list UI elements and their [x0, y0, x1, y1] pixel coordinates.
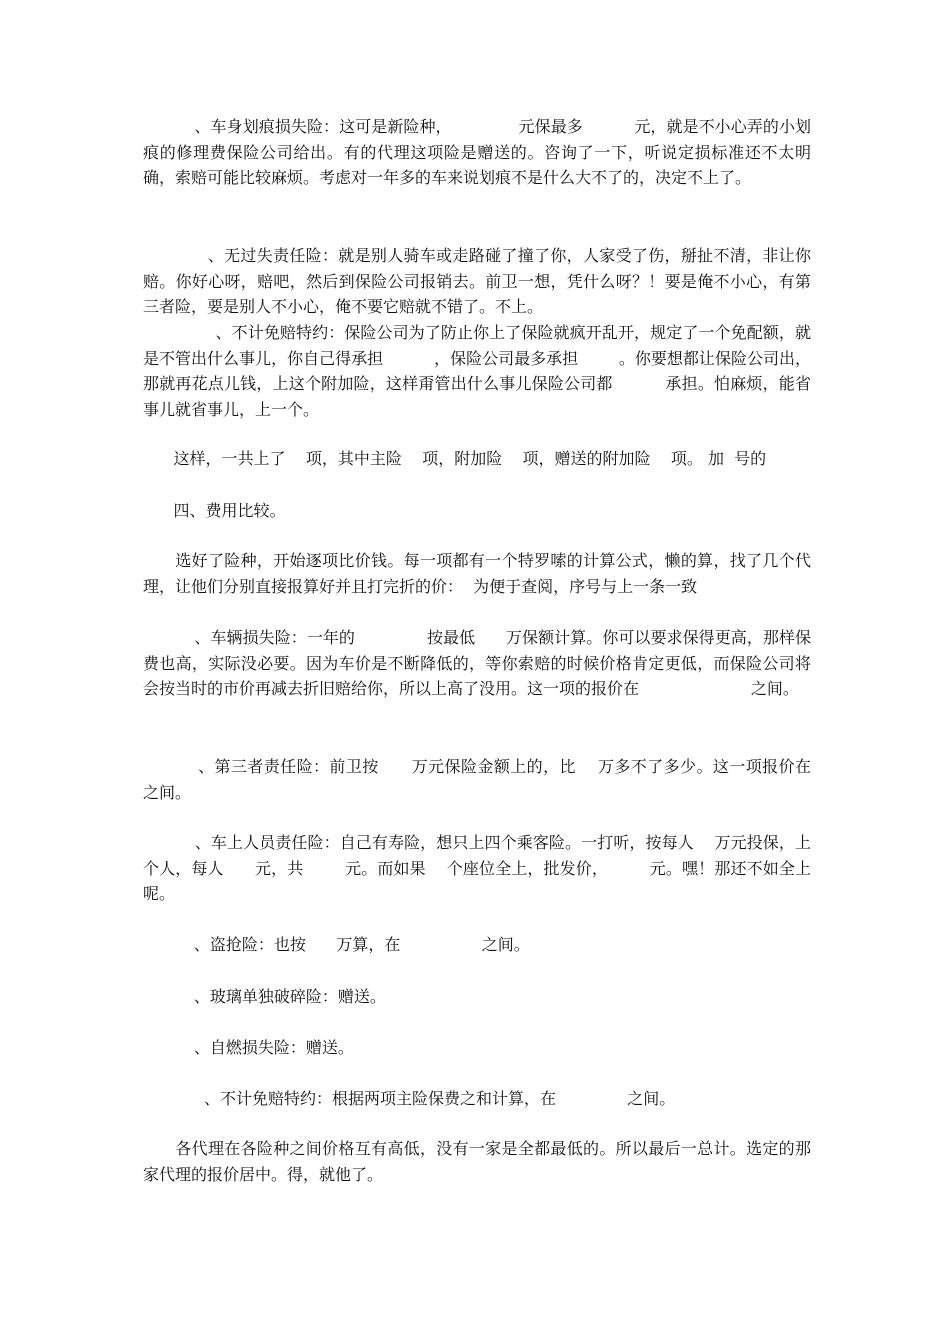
paragraph-theft: 、盗抢险：也按 万算，在 之间。 — [143, 935, 530, 954]
paragraph-summary: 这样，一共上了 项，其中主险 项，附加险 项，赠送的附加险 项。 加 号的 — [143, 449, 767, 468]
paragraph-deductible-waiver: 、不计免赔特约：保险公司为了防止你上了保险就疯开乱开，规定了一个免配额，就是不管出什么事儿，你自己得承担 ，保险公司最多承担 。你要想都让保险公司出，那就再花点儿钱，上这个附加险，这样甭管出什么事儿保险公司都 承担。怕麻烦，能省事儿就省事儿，上一个。 — [143, 323, 811, 419]
paragraph-scratch-insurance: 、车身划痕损失险：这可是新险种， 元保最多 元，就是不小心弄的小划痕的修理费保险公司给出。有的代理这项险是赠送的。咨询了一下，听说定损标准还不太明确，索赔可能比较麻烦。考虑对一年多的车来说划痕不是什么大不了的，决定不上了。 — [143, 117, 812, 187]
paragraph-vehicle-damage: 、车辆损失险：一年的 按最低 万保额计算。你可以要求保得更高，那样保费也高，实际没必要。因为车价是不断降低的，等你索赔的时候价格肯定更低，而保险公司将会按当时的市价再减去折旧赔给你，所以上高了没用。这一项的报价在 之间。 — [143, 628, 811, 698]
paragraph-price-intro: 选好了险种，开始逐项比价钱。每一项都有一个特罗嗦的计算公式，懒的算，找了几个代理，让他们分别直接报算好并且打完折的价： 为便于查阅，序号与上一条一致 — [143, 551, 811, 596]
section-heading-cost-comparison: 四、费用比较。 — [143, 501, 286, 520]
paragraph-self-ignition: 、自燃损失险：赠送。 — [143, 1038, 354, 1057]
paragraph-third-party: 、第三者责任险：前卫按 万元保险金额上的，比 万多不了多少。这一项报价在 之间。 — [143, 757, 883, 802]
paragraph-no-fault-liability: 、无过失责任险：就是别人骑车或走路碰了撞了你，人家受了伤，掰扯不清，非让你赔。你好心呀，赔吧，然后到保险公司报销去。前卫一想，凭什么呀？！要是俺不小心，有第三者险，要是别人不小心，俺不要它赔就不错了。不上。 — [143, 246, 811, 316]
paragraph-glass: 、玻璃单独破碎险：赠送。 — [143, 987, 386, 1006]
paragraph-passenger-liability: 、车上人员责任险：自己有寿险，想只上四个乘客险。一打听，按每人 万元投保，上 个人，每人 元，共 元。而如果 个座位全上，批发价， 元。嘿！那还不如全上呢。 — [143, 833, 852, 903]
paragraph-deductible-price: 、不计免赔特约：根据两项主险保费之和计算，在 之间。 — [143, 1089, 676, 1108]
paragraph-conclusion: 各代理在各险种之间价格互有高低，没有一家是全都最低的。所以最后一总计。选定的那家代理的报价居中。得，就他了。 — [143, 1139, 811, 1184]
